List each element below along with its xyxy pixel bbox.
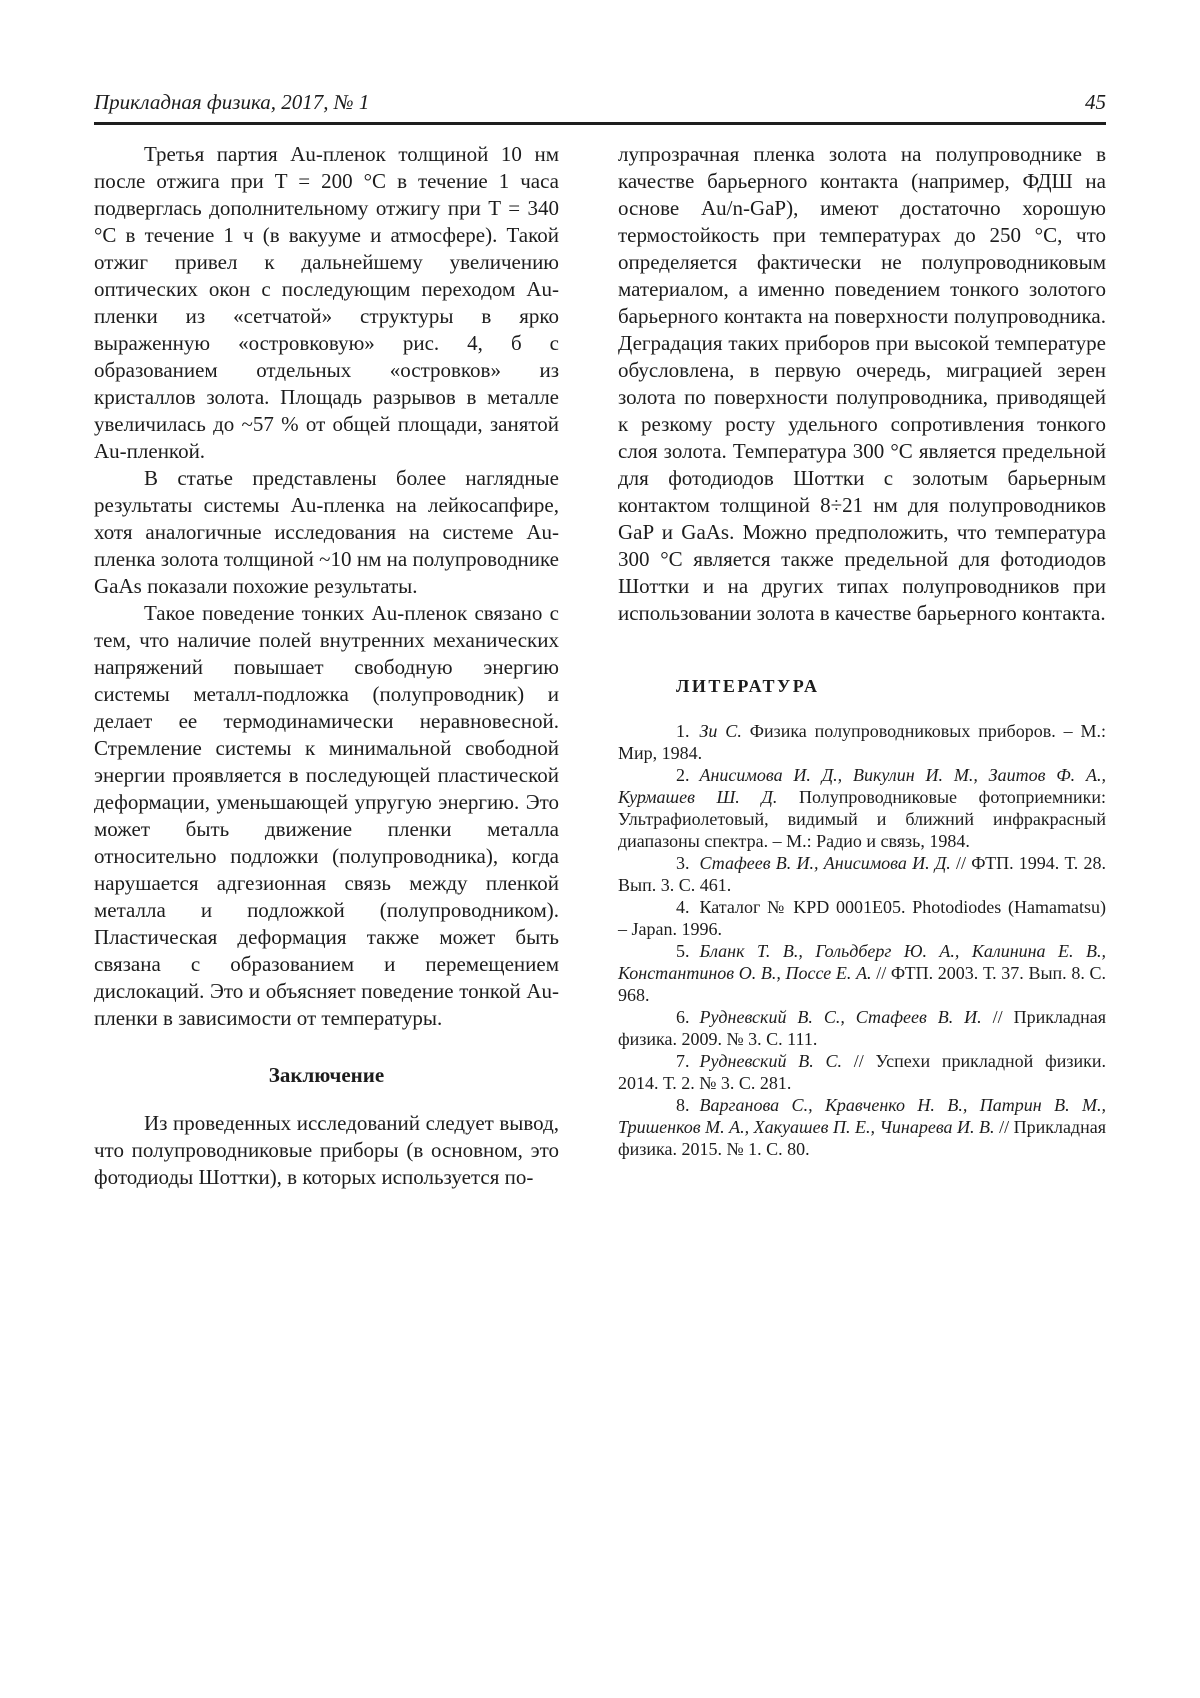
paragraph-au-films: Третья партия Au-пленок толщиной 10 нм после отжига при T = 200 °С в течение 1 часа подверглась дополнительному отжигу при T = 340 °С в течение 1 ч (в вакууме и атмосфере). Такой отжиг привел к дальнейшему увеличению оптических окон с последующим переходом Au-пленки из «сетчатой» структуры в ярко выраженную «островковую» рис. 4, б с образованием отдельных «островков» из кристаллов золота. Площадь разрывов в металле увеличилась до ~57 % от общей площади, занятой Au-пленкой. xyxy=(94,142,559,463)
ref-number: 6. xyxy=(676,1007,690,1027)
reference-item xyxy=(618,1050,1106,1094)
ref-authors: Варганова С., Кравченко Н. В., Патрин В. М., Тришенков М. А., Хакуашев П. Е., Чинарева И. В. xyxy=(618,1095,1106,1137)
two-column-layout xyxy=(94,141,1106,1191)
ref-text: Полупроводниковые фотоприемники: Ультрафиолетовый, видимый и ближний инфракрасный диапазоны спектра. – М.: Радио и связь, 1984. xyxy=(618,787,1106,851)
ref-number: 2. xyxy=(676,765,690,785)
literature-heading: ЛИТЕРАТУРА xyxy=(676,676,820,696)
ref-number: 5. xyxy=(676,941,690,961)
ref-number: 8. xyxy=(676,1095,690,1115)
ref-text: // ФТП. 1994. Т. 28. Вып. 3. С. 461. xyxy=(618,853,1106,895)
ref-authors: Бланк Т. В., Гольдберг Ю. А., Калинина Е. В., Константинов О. В., Поссе Е. А. xyxy=(618,941,1106,983)
ref-authors: Рудневский В. С. xyxy=(699,1051,842,1071)
reference-item xyxy=(618,852,1106,896)
left-column xyxy=(94,141,559,1191)
reference-item xyxy=(618,896,1106,940)
reference-item xyxy=(618,1006,1106,1050)
ref-number: 7. xyxy=(676,1051,690,1071)
ref-authors: Зи С. xyxy=(699,721,742,741)
journal-title: Прикладная физика, 2017, № 1 xyxy=(94,90,370,114)
paragraph-sapphire-results: В статье представлены более наглядные результаты системы Au-пленка на лейкосапфире, хотя аналогичные исследования на системе Au-пленка золота толщиной ~10 нм на полупроводнике GaAs показали похожие результаты. xyxy=(94,466,559,598)
reference-list xyxy=(618,720,1106,1160)
ref-number: 4. xyxy=(676,897,690,917)
ref-text: Каталог № KPD 0001E05. Photodiodes (Hamamatsu) – Japan. 1996. xyxy=(618,897,1106,939)
page-content xyxy=(94,0,1106,1191)
ref-authors: Стафеев В. И., Анисимова И. Д. xyxy=(699,853,951,873)
ref-number: 1. xyxy=(676,721,690,741)
ref-text: Физика полупроводниковых приборов. – М.: Мир, 1984. xyxy=(618,721,1107,763)
reference-item xyxy=(618,1094,1106,1160)
running-header xyxy=(94,90,1106,125)
ref-text: // Прикладная физика. 2015. № 1. С. 80. xyxy=(618,1117,1106,1159)
ref-text: // ФТП. 2003. Т. 37. Вып. 8. С. 968. xyxy=(618,963,1106,1005)
reference-item xyxy=(618,940,1106,1006)
ref-authors: Рудневский В. С., Стафеев В. И. xyxy=(699,1007,982,1027)
page-number: 45 xyxy=(1085,90,1106,114)
continuation-paragraph: лупрозрачная пленка золота на полупроводнике в качестве барьерного контакта (например, ФДШ на основе Au/n-GaP), имеют достаточно хорошую термостойкость при температурах до 250 °С, что определяется фактически не полупроводниковым материалом, а именно поведением тонкого золотого барьерного контакта на поверхности полупроводника. Деградация таких приборов при высокой температуре обусловлена, в первую очередь, миграцией зерен золота по поверхности полупроводника, приводящей к резкому росту удельного сопротивления тонкого слоя золота. Температура 300 °С является предельной для фотодиодов Шоттки с золотым барьерным контактом толщиной 8÷21 нм для полупроводников GaP и GaAs. Можно предположить, что температура 300 °С является также предельной для фотодиодов Шоттки и на других типах полупроводников при использовании золота в качестве барьерного контакта. xyxy=(618,142,1106,625)
ref-text: // Прикладная физика. 2009. № 3. С. 111. xyxy=(618,1007,1106,1049)
reference-item xyxy=(618,764,1106,852)
ref-authors: Анисимова И. Д., Викулин И. М., Заитов Ф. А., Курмашев Ш. Д. xyxy=(618,765,1106,807)
ref-text: // Успехи прикладной физики. 2014. Т. 2. № 3. С. 281. xyxy=(618,1051,1106,1093)
paragraph-film-behavior: Такое поведение тонких Au-пленок связано с тем, что наличие полей внутренних механических напряжений повышает свободную энергию системы металл-подложка (полупроводник) и делает ее термодинамически неравновесной. Стремление системы к минимальной свободной энергии проявляется в последующей пластической деформации, уменьшающей упругую энергию. Это может быть движение пленки металла относительно подложки (полупроводника), когда нарушается адгезионная связь между пленкой металла и подложкой (полупроводником). Пластическая деформация также может быть связана с образованием и перемещением дислокаций. Это и объясняет поведение тонкой Au-пленки в зависимости от температуры. xyxy=(94,601,559,1030)
conclusion-paragraph: Из проведенных исследований следует вывод, что полупроводниковые приборы (в основном, это фотодиоды Шоттки), в которых используется по- xyxy=(94,1111,559,1189)
reference-item xyxy=(618,720,1106,764)
conclusion-heading: Заключение xyxy=(268,1063,385,1087)
right-column xyxy=(618,141,1106,1191)
ref-number: 3. xyxy=(676,853,690,873)
